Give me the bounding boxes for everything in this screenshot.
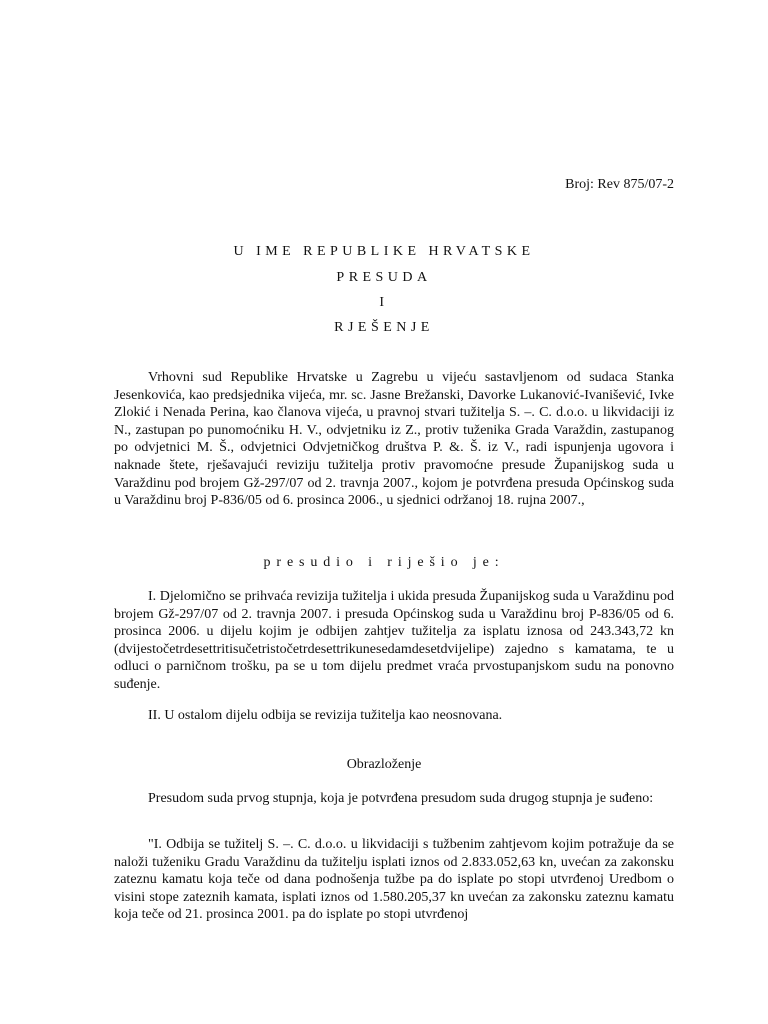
heading-rjesenje: RJEŠENJE	[334, 320, 434, 335]
ruling-heading: presudio i riješio je:	[263, 555, 505, 570]
ruling-point-1: I. Djelomično se prihvaća revizija tužitelja i ukida presuda Županijskog suda u Varaždinu pod brojem Gž-297/07 od 2. travnja 2007. i presuda Općinskog suda u Varaždinu broj P-836/05 od 6. prosinca 2006. u dijelu kojim je odbijen zahtjev tužitelja za isplatu iznosa od 243.343,72 kn (dvijestočetrdesettritisučetristočetrdesettrikunesedamdesetdvijelipe) zajedno s kamatama, te u odluci o parničnom trošku, pa se u tom dijelu predmet vraća prvostupanjskom sudu na ponovno suđenje.	[114, 589, 674, 692]
heading-republic: U IME REPUBLIKE HRVATSKE	[233, 244, 535, 259]
heading-i: I	[379, 295, 389, 310]
intro-paragraph: Vrhovni sud Republike Hrvatske u Zagrebu u vijeću sastavljenom od sudaca Stanka Jesenkovića, kao predsjednika vijeća, mr. sc. Jasne Brežanski, Davorke Lukanović-Ivanišević, Ivke Zlokić i Nenada Perina, kao članova vijeća, u pravnoj stvari tužitelja S. –. C. d.o.o. u likvidaciji iz N., zastupan po punomoćniku H. V., odvjetniku iz Z., protiv tuženika Grada Varaždin, zastupanog po odvjetnici M. Š., odvjetnici Odvjetničkog društva P. &. Š. iz V., radi ispunjenja ugovora i naknade štete, rješavajući reviziju tužitelja protiv pravomoćne presude Županijskog suda u Varaždinu pod brojem Gž-297/07 od 2. travnja 2007., kojom je potvrđena presuda Općinskog suda u Varaždinu broj P-836/05 od 6. prosinca 2006., u sjednici održanoj 18. rujna 2007.,	[114, 370, 674, 509]
reasoning-paragraph-1: Presudom suda prvog stupnja, koja je potvrđena presudom suda drugog stupnja je suđeno:	[148, 791, 654, 806]
reasoning-heading: Obrazloženje	[346, 757, 422, 772]
case-reference: Broj: Rev 875/07-2	[565, 177, 674, 192]
heading-presuda: PRESUDA	[336, 270, 432, 285]
reasoning-paragraph-2: "I. Odbija se tužitelj S. –. C. d.o.o. u likvidaciji s tužbenim zahtjevom kojim potražuje da se naloži tuženiku Gradu Varaždinu da tužitelju isplati iznos od 2.833.052,63 kn, uvećan za zakonsku zateznu kamatu koja teče od dana podnošenja tužbe pa do isplate po stopi utvrđenoj Uredbom o visini stope zateznih kamata, isplati iznos od 1.580.205,37 kn uvećan za zakonsku zateznu kamatu koja teče od 21. prosinca 2001. pa do isplate po stopi utvrđenoj	[114, 837, 674, 923]
ruling-point-2: II. U ostalom dijelu odbija se revizija tužitelja kao neosnovana.	[148, 708, 503, 723]
